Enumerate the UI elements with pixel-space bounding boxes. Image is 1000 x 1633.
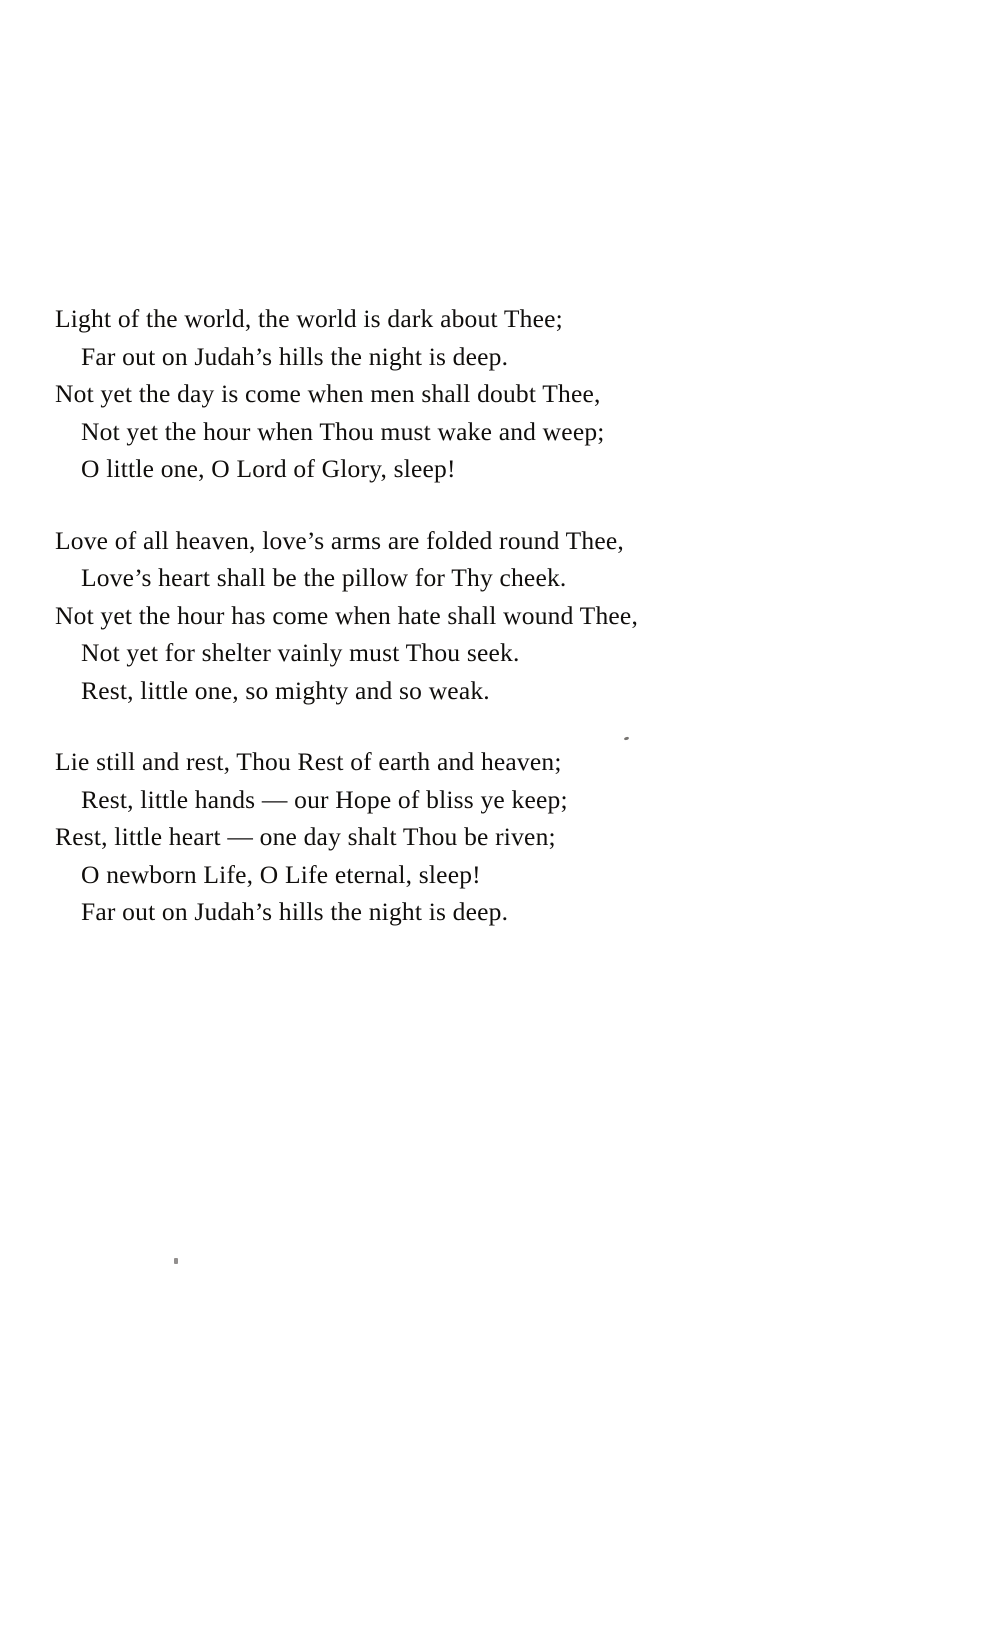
- poem-line: O newborn Life, O Life eternal, sleep!: [81, 859, 481, 889]
- poem-stanza: [55, 743, 885, 931]
- poem-line: O little one, O Lord of Glory, sleep!: [81, 454, 456, 483]
- poem-line: Not yet the day is come when men shall doubt Thee,: [55, 379, 601, 408]
- poem-stanza: [55, 522, 885, 710]
- poem-line: Rest, little hands — our Hope of bliss ye keep;: [81, 784, 568, 814]
- poem-line: Rest, little heart — one day shalt Thou be riven;: [55, 822, 556, 851]
- poem-stanza: [55, 300, 885, 488]
- poem-body: [55, 300, 885, 931]
- ink-speck: [174, 1258, 178, 1264]
- poem-line: Light of the world, the world is dark about Thee;: [55, 304, 563, 333]
- poem-line: Lie still and rest, Thou Rest of earth and heaven;: [55, 747, 562, 776]
- poem-line: Love of all heaven, love’s arms are folded round Thee,: [55, 525, 624, 555]
- poem-line: Far out on Judah’s hills the night is deep.: [81, 341, 509, 371]
- poem-line: Not yet the hour has come when hate shall wound Thee,: [55, 600, 639, 630]
- poem-line: Far out on Judah’s hills the night is deep.: [81, 897, 509, 926]
- poem-line: Not yet the hour when Thou must wake and weep;: [81, 416, 605, 446]
- poem-line: Love’s heart shall be the pillow for Thy cheek.: [81, 563, 567, 592]
- poem-line: Not yet for shelter vainly must Thou seek.: [81, 638, 520, 667]
- poem-line: Rest, little one, so mighty and so weak.: [81, 675, 490, 705]
